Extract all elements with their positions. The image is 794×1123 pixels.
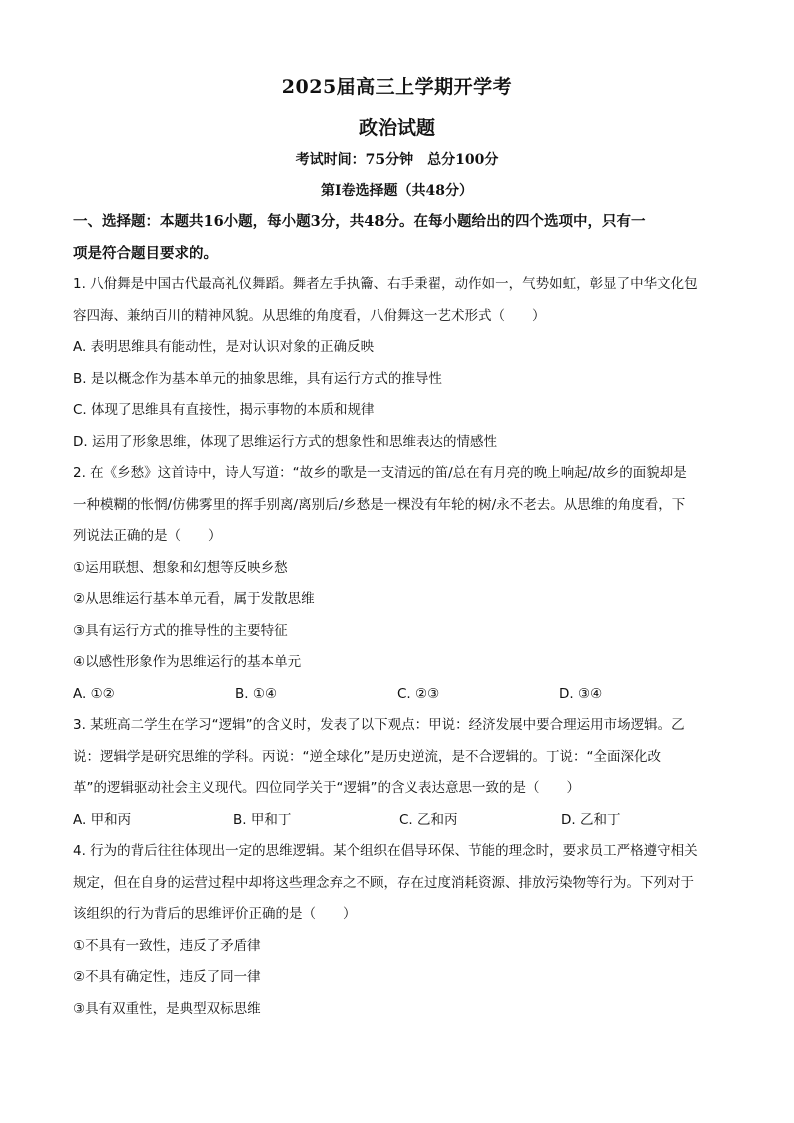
q1-option-c: C. 体现了思维具有直接性，揭示事物的本质和规律 bbox=[73, 402, 375, 418]
q3-option-c: C. 乙和丙 bbox=[399, 811, 458, 828]
q4-statement-2: ②不具有确定性，违反了同一律 bbox=[73, 969, 261, 985]
q4-statement-3: ③具有双重性，是典型双标思维 bbox=[73, 1000, 261, 1017]
q1-stem-line1: 1. 八佾舞是中国古代最高礼仪舞蹈。舞者左手执籥、右手秉翟，动作如一，气势如虹，彰显了中华文化包 bbox=[73, 276, 698, 292]
exam-title: 2025届高三上学期开学考 bbox=[281, 76, 513, 98]
subject-title: 政治试题 bbox=[358, 117, 435, 139]
q2-statement-4: ④以感性形象作为思维运行的基本单元 bbox=[73, 654, 302, 670]
q2-option-a: A. ①② bbox=[73, 685, 115, 702]
q2-option-c: C. ②③ bbox=[397, 685, 440, 702]
q2-stem-line2: 一种模糊的怅惘/仿佛雾里的挥手别离/离别后/乡愁是一棵没有年轮的树/永不老去。从思维的角度看，下 bbox=[73, 496, 686, 513]
q3-option-d: D. 乙和丁 bbox=[561, 811, 621, 828]
q1-option-b: B. 是以概念作为基本单元的抽象思维，具有运行方式的推导性 bbox=[73, 370, 442, 387]
q3-option-a: A. 甲和丙 bbox=[73, 811, 132, 828]
q3-options bbox=[73, 805, 723, 837]
q2-option-d: D. ③④ bbox=[559, 685, 603, 702]
question-body bbox=[73, 206, 723, 1025]
q3-option-b: B. 甲和丁 bbox=[233, 811, 292, 828]
q4-statement-1: ①不具有一致性，违反了矛盾律 bbox=[73, 937, 261, 954]
q1-option-a: A. 表明思维具有能动性，是对认识对象的正确反映 bbox=[73, 339, 375, 355]
q2-option-b: B. ①④ bbox=[235, 685, 278, 702]
volume-title: 第Ⅰ卷选择题（共48分） bbox=[320, 183, 474, 199]
q2-statement-2: ②从思维运行基本单元看，属于发散思维 bbox=[73, 591, 315, 607]
q2-options bbox=[73, 679, 723, 711]
section-heading: 一、选择题：本题共16小题，每小题3分，共48分。在每小题给出的四个选项中，只有一 bbox=[73, 213, 646, 230]
q4-stem-line3: 该组织的行为背后的思维评价正确的是（ ） bbox=[73, 906, 357, 922]
q1-stem-line2: 容四海、兼纳百川的精神风貌。从思维的角度看，八佾舞这一艺术形式（ ） bbox=[73, 307, 546, 324]
q2-stem-line3: 列说法正确的是（ ） bbox=[73, 528, 222, 544]
section-heading-cont: 项是符合题目要求的。 bbox=[73, 244, 218, 262]
q2-statement-1: ①运用联想、想象和幻想等反映乡愁 bbox=[73, 559, 288, 576]
q4-stem-line2: 规定，但在自身的运营过程中却将这些理念弃之不顾，存在过度消耗资源、排放污染物等行为。下列对于 bbox=[73, 874, 694, 891]
q4-stem-line1: 4. 行为的背后往往体现出一定的思维逻辑。某个组织在倡导环保、节能的理念时，要求员工严格遵守相关 bbox=[73, 843, 698, 859]
q3-stem-line1: 3. 某班高二学生在学习“逻辑”的含义时，发表了以下观点：甲说：经济发展中要合理运用市场逻辑。乙 bbox=[73, 717, 685, 733]
q3-stem-line3: 革”的逻辑驱动社会主义现代。四位同学关于“逻辑”的含义表达意思一致的是（ ） bbox=[73, 780, 580, 796]
q2-statement-3: ③具有运行方式的推导性的主要特征 bbox=[73, 622, 288, 639]
q1-option-d: D. 运用了形象思维，体现了思维运行方式的想象性和思维表达的情感性 bbox=[73, 433, 497, 450]
q2-stem-line1: 2. 在《乡愁》这首诗中，诗人写道：“故乡的歌是一支清远的笛/总在有月亮的晚上响起/故乡的面貌却是 bbox=[73, 465, 687, 481]
q3-stem-line2: 说：逻辑学是研究思维的学科。丙说：“逆全球化”是历史逆流，是不合逻辑的。丁说：“全面深化改 bbox=[73, 748, 661, 765]
exam-meta: 考试时间：75分钟 总分100分 bbox=[295, 152, 499, 168]
